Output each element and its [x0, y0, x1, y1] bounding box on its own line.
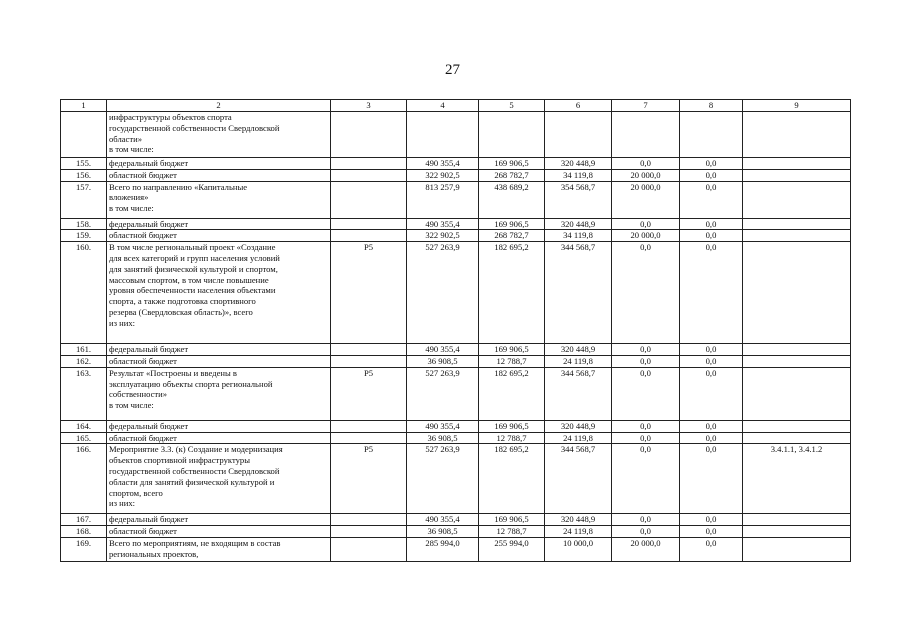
column-header: 5: [479, 100, 545, 112]
table-row: [61, 218, 851, 230]
col7-value: 0,0: [612, 344, 680, 356]
row-name: инфраструктуры объектов спорта государственной собственности Свердловской области» в том числе:: [107, 112, 331, 158]
row-code: [331, 344, 407, 356]
col4-value: 490 355,4: [407, 218, 479, 230]
table-row: [61, 367, 851, 420]
col8-value: 0,0: [680, 181, 743, 218]
row-code: [331, 112, 407, 158]
table-header-row: [61, 100, 851, 112]
table-row: [61, 230, 851, 242]
col8-value: [680, 112, 743, 158]
col5-value: 169 906,5: [479, 158, 545, 170]
col5-value: 182 695,2: [479, 367, 545, 420]
row-code: [331, 432, 407, 444]
row-number: 168.: [61, 526, 107, 538]
row-name: областной бюджет: [107, 169, 331, 181]
row-name: областной бюджет: [107, 432, 331, 444]
col7-value: 0,0: [612, 444, 680, 514]
column-header: 8: [680, 100, 743, 112]
col8-value: 0,0: [680, 432, 743, 444]
col9-value: [743, 344, 851, 356]
row-code: [331, 514, 407, 526]
col6-value: 344 568,7: [545, 242, 612, 344]
row-code: [331, 420, 407, 432]
table-row: [61, 514, 851, 526]
col6-value: 320 448,9: [545, 514, 612, 526]
col4-value: [407, 112, 479, 158]
col9-value: [743, 230, 851, 242]
row-code: [331, 537, 407, 561]
row-number: 166.: [61, 444, 107, 514]
table-row: [61, 112, 851, 158]
col6-value: 344 568,7: [545, 367, 612, 420]
table-row: [61, 432, 851, 444]
col5-value: 182 695,2: [479, 242, 545, 344]
col8-value: 0,0: [680, 344, 743, 356]
col6-value: 34 119,8: [545, 230, 612, 242]
col4-value: 322 902,5: [407, 230, 479, 242]
row-name: Всего по мероприятиям, не входящим в состав региональных проектов,: [107, 537, 331, 561]
col7-value: 0,0: [612, 158, 680, 170]
table-row: [61, 344, 851, 356]
row-code: [331, 169, 407, 181]
col5-value: 268 782,7: [479, 169, 545, 181]
row-name: В том числе региональный проект «Создание для всех категорий и групп населения условий для занятий физической культурой и спортом, массовым спортом, в том числе повышение уровня обеспеченности населения объектами спорта, а также подготовка спортивного резерва (Свердловская область)», всего из них:: [107, 242, 331, 344]
col6-value: 24 119,8: [545, 355, 612, 367]
row-code: [331, 218, 407, 230]
table-row: [61, 181, 851, 218]
col9-value: [743, 420, 851, 432]
row-number: 169.: [61, 537, 107, 561]
col9-value: 3.4.1.1, 3.4.1.2: [743, 444, 851, 514]
col8-value: 0,0: [680, 169, 743, 181]
col5-value: 268 782,7: [479, 230, 545, 242]
col8-value: 0,0: [680, 367, 743, 420]
col6-value: 24 119,8: [545, 526, 612, 538]
row-number: 157.: [61, 181, 107, 218]
col9-value: [743, 158, 851, 170]
col5-value: 169 906,5: [479, 218, 545, 230]
page-number: 27: [445, 62, 460, 78]
col7-value: 0,0: [612, 514, 680, 526]
col5-value: 182 695,2: [479, 444, 545, 514]
col9-value: [743, 169, 851, 181]
col4-value: 36 908,5: [407, 526, 479, 538]
col9-value: [743, 526, 851, 538]
row-number: 159.: [61, 230, 107, 242]
col5-value: 12 788,7: [479, 526, 545, 538]
table-row: [61, 420, 851, 432]
col7-value: 20 000,0: [612, 537, 680, 561]
row-code: Р5: [331, 367, 407, 420]
col7-value: [612, 112, 680, 158]
row-code: [331, 181, 407, 218]
col7-value: 0,0: [612, 420, 680, 432]
row-name: Результат «Построены и введены в эксплуатацию объекты спорта региональной собственности» в том числе:: [107, 367, 331, 420]
col9-value: [743, 242, 851, 344]
row-number: 161.: [61, 344, 107, 356]
row-number: 158.: [61, 218, 107, 230]
table-row: [61, 158, 851, 170]
col8-value: 0,0: [680, 158, 743, 170]
col4-value: 490 355,4: [407, 158, 479, 170]
col7-value: 20 000,0: [612, 230, 680, 242]
row-number: [61, 112, 107, 158]
col4-value: 36 908,5: [407, 432, 479, 444]
row-name: федеральный бюджет: [107, 514, 331, 526]
col7-value: 0,0: [612, 242, 680, 344]
col8-value: 0,0: [680, 537, 743, 561]
col6-value: 344 568,7: [545, 444, 612, 514]
row-number: 156.: [61, 169, 107, 181]
col9-value: [743, 367, 851, 420]
column-header: 2: [107, 100, 331, 112]
col7-value: 0,0: [612, 218, 680, 230]
col5-value: 12 788,7: [479, 432, 545, 444]
table-row: [61, 526, 851, 538]
row-name: областной бюджет: [107, 355, 331, 367]
col6-value: 24 119,8: [545, 432, 612, 444]
col8-value: 0,0: [680, 420, 743, 432]
row-name: федеральный бюджет: [107, 158, 331, 170]
table-row: [61, 242, 851, 344]
col6-value: 10 000,0: [545, 537, 612, 561]
col5-value: 169 906,5: [479, 420, 545, 432]
row-name: федеральный бюджет: [107, 420, 331, 432]
row-code: [331, 158, 407, 170]
col7-value: 0,0: [612, 526, 680, 538]
col6-value: 320 448,9: [545, 420, 612, 432]
row-code: [331, 355, 407, 367]
col6-value: 320 448,9: [545, 158, 612, 170]
col4-value: 285 994,0: [407, 537, 479, 561]
row-name: Всего по направлению «Капитальные вложения» в том числе:: [107, 181, 331, 218]
col5-value: 169 906,5: [479, 344, 545, 356]
col9-value: [743, 432, 851, 444]
col7-value: 0,0: [612, 432, 680, 444]
col8-value: 0,0: [680, 514, 743, 526]
column-header: 6: [545, 100, 612, 112]
col5-value: [479, 112, 545, 158]
table-row: [61, 355, 851, 367]
row-name: областной бюджет: [107, 526, 331, 538]
col9-value: [743, 514, 851, 526]
col6-value: 320 448,9: [545, 218, 612, 230]
row-code: Р5: [331, 242, 407, 344]
col9-value: [743, 355, 851, 367]
col4-value: 527 263,9: [407, 444, 479, 514]
col5-value: 255 994,0: [479, 537, 545, 561]
table-row: [61, 169, 851, 181]
col8-value: 0,0: [680, 355, 743, 367]
table-row: [61, 537, 851, 561]
row-number: 165.: [61, 432, 107, 444]
col4-value: 322 902,5: [407, 169, 479, 181]
column-header: 9: [743, 100, 851, 112]
col5-value: 169 906,5: [479, 514, 545, 526]
col6-value: 354 568,7: [545, 181, 612, 218]
row-number: 155.: [61, 158, 107, 170]
row-name: Мероприятие 3.3. (к) Создание и модернизация объектов спортивной инфраструктуры государственной собственности Свердловской области для занятий физической культурой и спортом, всего из них:: [107, 444, 331, 514]
row-number: 160.: [61, 242, 107, 344]
row-number: 167.: [61, 514, 107, 526]
col5-value: 12 788,7: [479, 355, 545, 367]
column-header: 1: [61, 100, 107, 112]
row-name: областной бюджет: [107, 230, 331, 242]
row-name: федеральный бюджет: [107, 218, 331, 230]
col4-value: 490 355,4: [407, 420, 479, 432]
row-number: 162.: [61, 355, 107, 367]
col5-value: 438 689,2: [479, 181, 545, 218]
col9-value: [743, 181, 851, 218]
col8-value: 0,0: [680, 230, 743, 242]
col8-value: 0,0: [680, 218, 743, 230]
row-number: 164.: [61, 420, 107, 432]
column-header: 7: [612, 100, 680, 112]
row-number: 163.: [61, 367, 107, 420]
col6-value: 320 448,9: [545, 344, 612, 356]
column-header: 4: [407, 100, 479, 112]
col4-value: 527 263,9: [407, 242, 479, 344]
col7-value: 0,0: [612, 367, 680, 420]
row-name: федеральный бюджет: [107, 344, 331, 356]
col4-value: 527 263,9: [407, 367, 479, 420]
col9-value: [743, 112, 851, 158]
col8-value: 0,0: [680, 444, 743, 514]
col6-value: 34 119,8: [545, 169, 612, 181]
row-code: [331, 526, 407, 538]
col8-value: 0,0: [680, 242, 743, 344]
col4-value: 813 257,9: [407, 181, 479, 218]
col7-value: 20 000,0: [612, 181, 680, 218]
table-row: [61, 444, 851, 514]
col9-value: [743, 218, 851, 230]
col4-value: 36 908,5: [407, 355, 479, 367]
col8-value: 0,0: [680, 526, 743, 538]
col4-value: 490 355,4: [407, 344, 479, 356]
col4-value: 490 355,4: [407, 514, 479, 526]
col7-value: 0,0: [612, 355, 680, 367]
row-code: [331, 230, 407, 242]
col6-value: [545, 112, 612, 158]
col9-value: [743, 537, 851, 561]
budget-table: [60, 99, 851, 562]
row-code: Р5: [331, 444, 407, 514]
column-header: 3: [331, 100, 407, 112]
table-body: [61, 112, 851, 562]
col7-value: 20 000,0: [612, 169, 680, 181]
